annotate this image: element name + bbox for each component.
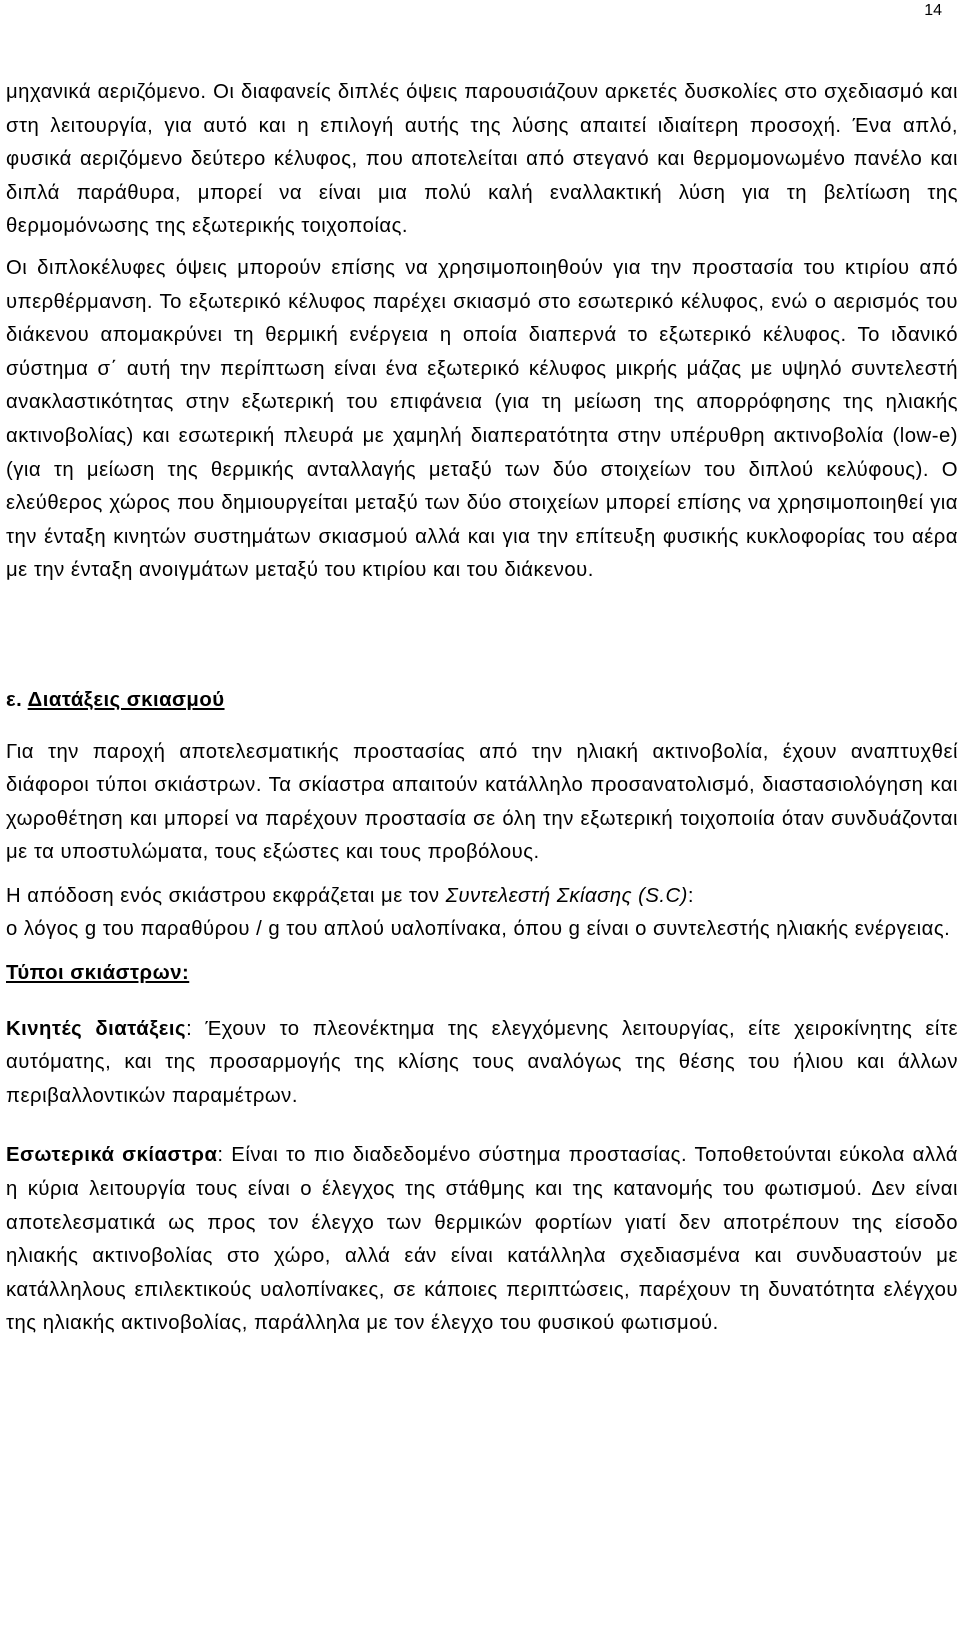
paragraph-shading-coefficient	[6, 880, 958, 947]
shading-coefficient-colon: :	[687, 884, 695, 907]
moveable-devices-term: Κινητές διατάξεις	[6, 1017, 187, 1040]
document-body	[6, 76, 958, 1341]
section-title: Διατάξεις σκιασμού	[27, 688, 225, 711]
shading-coefficient-term: Συντελεστή Σκίασης (S.C)	[445, 884, 688, 907]
shading-coefficient-definition: ο λόγος g του παραθύρου / g του απλού υαλοπίνακα, όπου g είναι ο συντελεστής ηλιακής ενέργειας.	[6, 918, 951, 941]
internal-shades-term: Εσωτερικά σκίαστρα	[6, 1144, 218, 1167]
section-letter: ε.	[6, 688, 23, 711]
moveable-devices-text: : Έχουν το πλεονέκτημα της ελεγχόμενης λειτουργίας, είτε χειροκίνητης είτε αυτόματης, και της προσαρμογής της κλίσης τους αναλόγως της θέσης του ήλιου και άλλων περιβαλλοντικών παραμέτρων.	[6, 1017, 958, 1107]
paragraph-double-facades-ventilation: μηχανικά αεριζόμενο. Οι διαφανείς διπλές όψεις παρουσιάζουν αρκετές δυσκολίες στο σχεδιασμό και στη λειτουργία, για αυτό και η επιλογή αυτής της λύσης απαιτεί ιδιαίτερη προσοχή. Ένα απλό, φυσικά αεριζόμενο δεύτερο κέλυφος, που αποτελείται από στεγανό και θερμομονωμένο πανέλο και διπλά παράθυρα, μπορεί να είναι μια πολύ καλή εναλλακτική λύση για τη βελτίωση της θερμομόνωσης της εξωτερικής τοιχοποίας.	[6, 81, 958, 238]
paragraph-moveable-devices	[6, 1013, 958, 1114]
paragraph-double-facades-overheating: Οι διπλοκέλυφες όψεις μπορούν επίσης να χρησιμοποιηθούν για την προστασία του κτιρίου από υπερθέρμανση. Το εξωτερικό κέλυφος παρέχει σκιασμό στο εσωτερικό κέλυφος, ενώ ο αερισμός του διάκενου απομακρύνει τη θερμική ενέργεια η οποία διαπερνά το εξωτερικό κέλυφος. Το ιδανικό σύστημα σ΄ αυτή την περίπτωση είναι ένα εξωτερικό κέλυφος μικρής μάζας με υψηλό συντελεστή ανακλαστικότητας στην εξωτερική του επιφάνεια (για τη μείωση της απορρόφησης της ηλιακής ακτινοβολίας) και εσωτερική πλευρά με χαμηλή διαπερατότητα στην υπέρυθρη ακτινοβολία (low-e) (για τη μείωση της θερμικής ανταλλαγής μεταξύ των δύο στοιχείων του διπλού κελύφους). Ο ελεύθερος χώρος που δημιουργείται μεταξύ των δύο στοιχείων μπορεί επίσης να χρησιμοποιηθεί για την ένταξη κινητών συστημάτων σκιασμού αλλά και για την επίτευξη φυσικής κυκλοφορίας του αέρα με την ένταξη ανοιγμάτων μεταξύ του κτιρίου και του διάκενου.	[6, 256, 958, 582]
shading-types-heading: Τύποι σκιάστρων:	[6, 962, 190, 985]
shading-coefficient-lead: Η απόδοση ενός σκιάστρου εκφράζεται με τον	[6, 884, 446, 907]
internal-shades-text: : Είναι το πιο διαδεδομένο σύστημα προστασίας. Τοποθετούνται εύκολα αλλά η κύρια λειτουργία τους είναι ο έλεγχος της στάθμης και της κατανομής του φωτισμού. Δεν είναι αποτελεσματικά ως προς τον έλεγχο των θερμικών φορτίων γιατί δεν αποτρέπουν της είσοδο ηλιακής ακτινοβολίας στο χώρο, αλλά εάν είναι κατάλληλα σχεδιασμένα και συνδυαστούν με κατάλληλους επιλεκτικούς υαλοπίνακες, σε κάποιες περιπτώσεις, παρέχουν τη δυνατότητα ελέγχου της ηλιακής ακτινοβολίας, παράλληλα με τον έλεγχο του φυσικού φωτισμού.	[6, 1144, 959, 1335]
paragraph-shading-intro: Για την παροχή αποτελεσματικής προστασίας από την ηλιακή ακτινοβολία, έχουν αναπτυχθεί διάφοροι τύποι σκιάστρων. Τα σκίαστρα απαιτούν κατάλληλο προσανατολισμό, διαστασιολόγηση και χωροθέτηση και μπορεί να παρέχουν προστασία σε όλη την εξωτερική τοιχοποιία όταν συνδυάζονται με τα υποστυλώματα, τους εξώστες και τους προβόλους.	[6, 740, 958, 864]
page-number: 14	[924, 2, 942, 19]
section-heading	[6, 684, 958, 718]
paragraph-internal-shades	[6, 1139, 958, 1341]
